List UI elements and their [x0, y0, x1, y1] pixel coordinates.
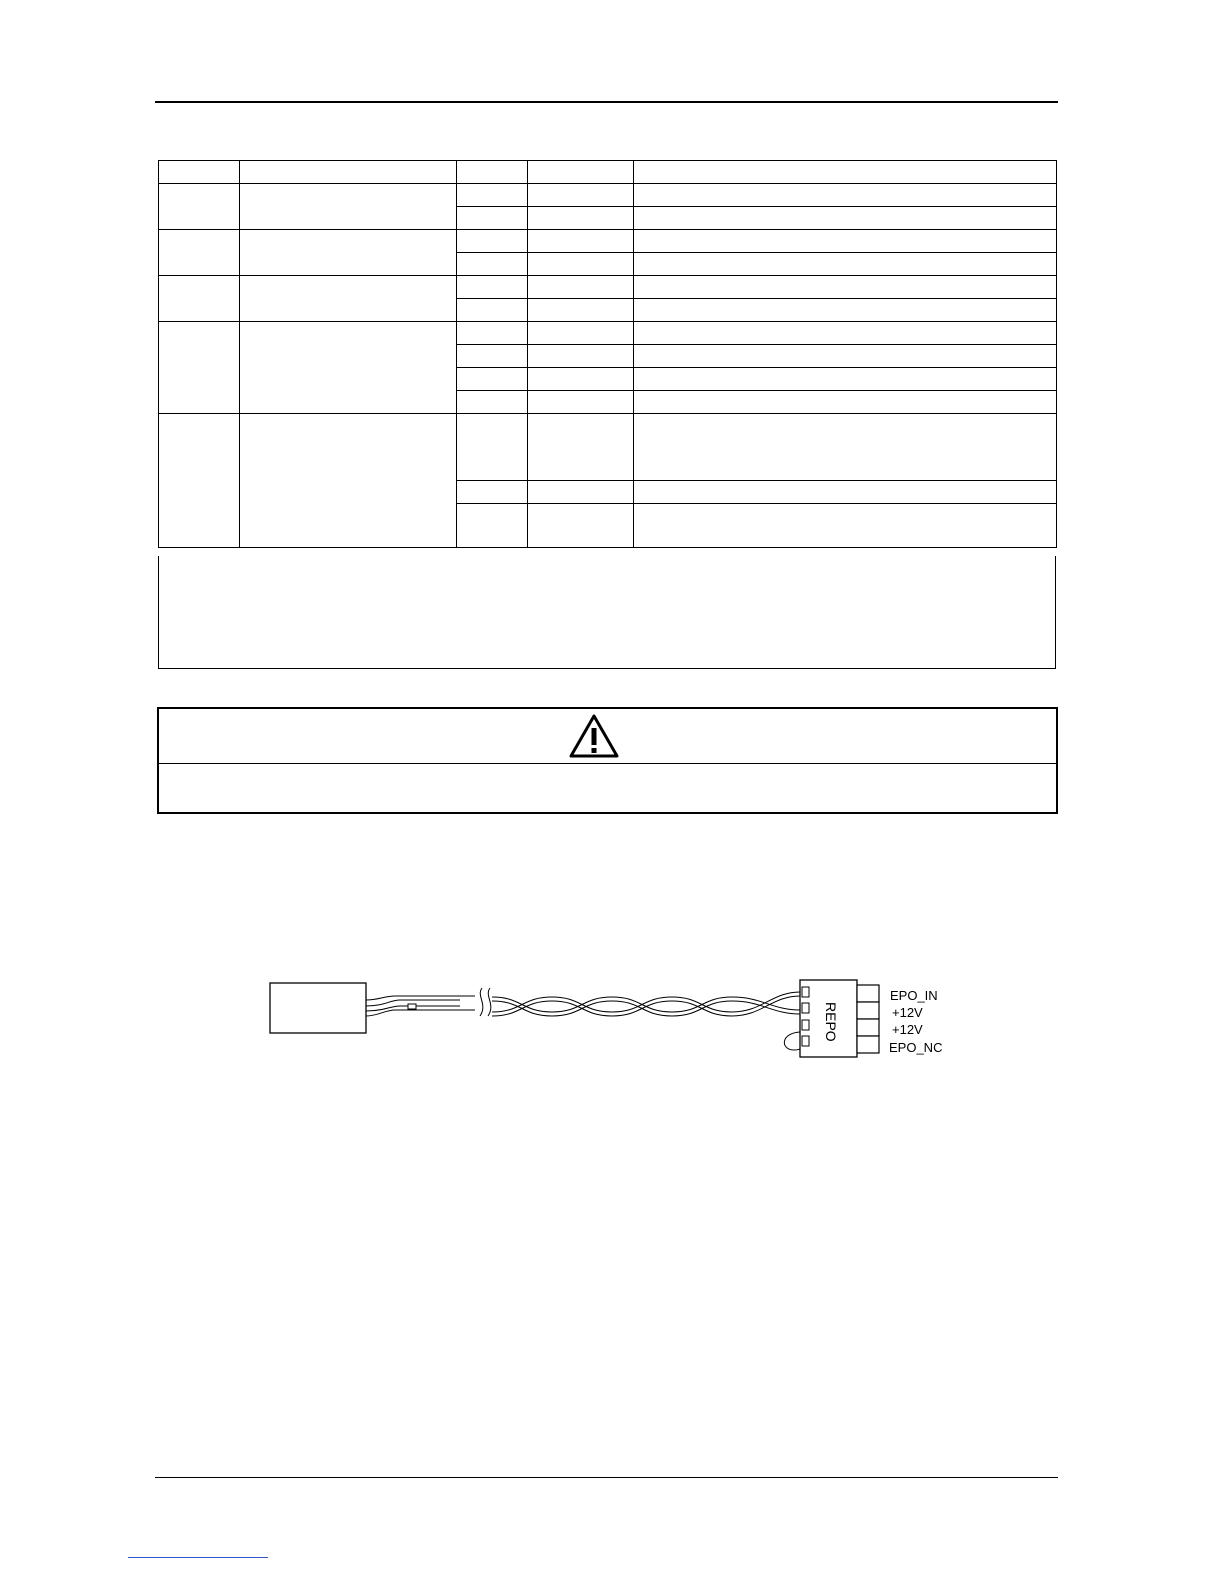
spec-table [158, 160, 1057, 548]
footer-link-underline [128, 1557, 268, 1558]
pin-label-12v-2: +12V [892, 1022, 923, 1037]
table-row [159, 414, 1057, 481]
table-row [159, 276, 1057, 299]
warning-box [157, 707, 1058, 814]
connector-label: REPO [823, 1002, 839, 1042]
table-row [159, 230, 1057, 253]
warning-triangle-icon [568, 713, 620, 759]
table-row [159, 184, 1057, 207]
header-rule [155, 101, 1058, 103]
repo-cable-diagram [260, 970, 960, 1070]
pin-label-epo-in: EPO_IN [890, 988, 938, 1003]
footer-rule [155, 1477, 1058, 1478]
table-row [159, 322, 1057, 345]
table-header-row [159, 161, 1057, 184]
pin-label-12v-1: +12V [892, 1005, 923, 1020]
table-notes [158, 556, 1056, 669]
switch-box [270, 983, 366, 1033]
warning-header [159, 709, 1056, 764]
pin-label-epo-nc: EPO_NC [889, 1040, 943, 1055]
